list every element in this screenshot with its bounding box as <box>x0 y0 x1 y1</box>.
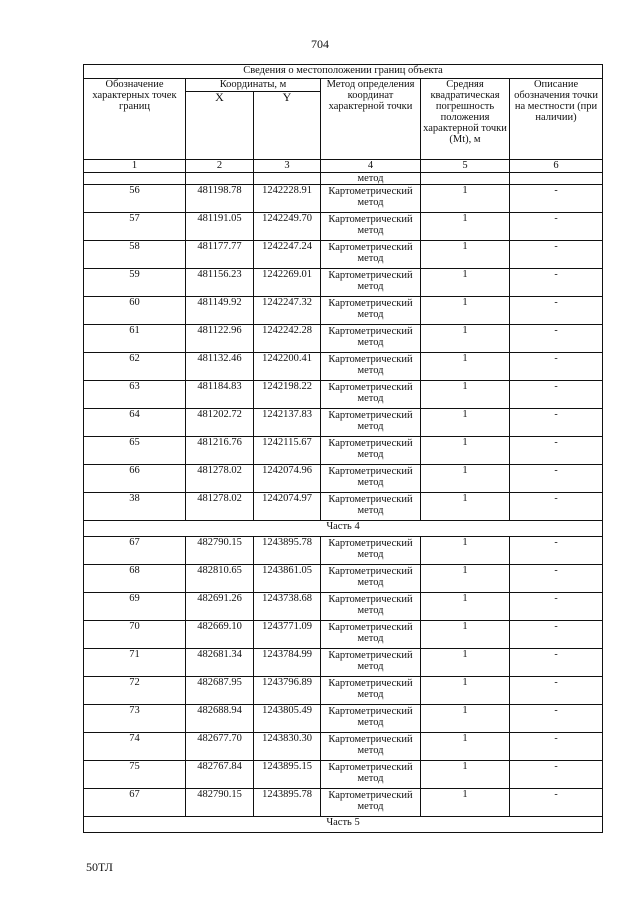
description-cell: - <box>510 621 603 649</box>
header-coordinates: Координаты, м <box>186 79 321 92</box>
method-cell: Картометрический метод <box>321 593 421 621</box>
error-value: 1 <box>421 705 510 733</box>
description-cell: - <box>510 409 603 437</box>
method-cell: Картометрический метод <box>321 381 421 409</box>
point-label: 58 <box>84 241 186 269</box>
method-cell: Картометрический метод <box>321 213 421 241</box>
coordinate-y: 1242137.83 <box>254 409 321 437</box>
method-cell: Картометрический метод <box>321 325 421 353</box>
table-row <box>84 621 603 649</box>
column-number: 3 <box>254 160 321 173</box>
description-cell: - <box>510 353 603 381</box>
description-cell: - <box>510 565 603 593</box>
coordinate-y: 1243895.15 <box>254 761 321 789</box>
table-row <box>84 565 603 593</box>
page-number: 704 <box>311 37 329 51</box>
coordinate-y: 1242198.22 <box>254 381 321 409</box>
error-value: 1 <box>421 409 510 437</box>
coordinate-y: 1243895.78 <box>254 789 321 817</box>
coordinate-y: 1242249.70 <box>254 213 321 241</box>
point-label: 62 <box>84 353 186 381</box>
error-value: 1 <box>421 465 510 493</box>
coordinate-y: 1243784.99 <box>254 649 321 677</box>
description-cell: - <box>510 733 603 761</box>
column-number: 5 <box>421 160 510 173</box>
method-cell: Картометрический метод <box>321 705 421 733</box>
description-cell: - <box>510 593 603 621</box>
coordinate-x: 482677.70 <box>186 733 254 761</box>
table-row <box>84 269 603 297</box>
coordinate-y: 1243738.68 <box>254 593 321 621</box>
coordinate-x: 482688.94 <box>186 705 254 733</box>
error-value: 1 <box>421 621 510 649</box>
table-row <box>84 409 603 437</box>
point-label: 73 <box>84 705 186 733</box>
coordinate-x: 482687.95 <box>186 677 254 705</box>
coordinate-x: 481177.77 <box>186 241 254 269</box>
column-number: 4 <box>321 160 421 173</box>
coordinate-y: 1243805.49 <box>254 705 321 733</box>
point-label: 70 <box>84 621 186 649</box>
point-label: 74 <box>84 733 186 761</box>
coordinate-x: 482691.26 <box>186 593 254 621</box>
header-y: Y <box>254 92 321 160</box>
header-method: Метод определения координат характерной точки <box>321 79 421 160</box>
method-cell: Картометрический метод <box>321 465 421 493</box>
description-cell: - <box>510 241 603 269</box>
point-label: 57 <box>84 213 186 241</box>
table-row <box>84 705 603 733</box>
error-value: 1 <box>421 213 510 241</box>
error-value: 1 <box>421 789 510 817</box>
coordinate-x: 481278.02 <box>186 493 254 521</box>
error-value: 1 <box>421 593 510 621</box>
coordinate-y: 1242074.97 <box>254 493 321 521</box>
method-cell: Картометрический метод <box>321 733 421 761</box>
column-number: 6 <box>510 160 603 173</box>
method-cell: Картометрический метод <box>321 269 421 297</box>
point-label: 56 <box>84 185 186 213</box>
point-label: 75 <box>84 761 186 789</box>
table-row <box>84 241 603 269</box>
point-label: 61 <box>84 325 186 353</box>
method-cell: Картометрический метод <box>321 565 421 593</box>
method-cell: Картометрический метод <box>321 649 421 677</box>
method-cell: Картометрический метод <box>321 537 421 565</box>
point-label: 59 <box>84 269 186 297</box>
description-cell: - <box>510 789 603 817</box>
description-cell: - <box>510 185 603 213</box>
table-row <box>84 185 603 213</box>
table-row <box>84 493 603 521</box>
coordinate-x: 482790.15 <box>186 789 254 817</box>
description-cell: - <box>510 297 603 325</box>
section-heading: Часть 4 <box>84 521 603 537</box>
table-row <box>84 677 603 705</box>
point-label: 38 <box>84 493 186 521</box>
description-cell: - <box>510 677 603 705</box>
coordinate-x: 481216.76 <box>186 437 254 465</box>
coordinate-y: 1242242.28 <box>254 325 321 353</box>
coordinate-x: 482669.10 <box>186 621 254 649</box>
point-label: 63 <box>84 381 186 409</box>
error-value: 1 <box>421 493 510 521</box>
table-row <box>84 789 603 817</box>
method-cell: Картометрический метод <box>321 621 421 649</box>
description-cell: - <box>510 493 603 521</box>
error-value: 1 <box>421 353 510 381</box>
method-cell: Картометрический метод <box>321 353 421 381</box>
point-label: 60 <box>84 297 186 325</box>
description-cell: - <box>510 213 603 241</box>
error-value: 1 <box>421 297 510 325</box>
method-cell: Картометрический метод <box>321 789 421 817</box>
point-label: 64 <box>84 409 186 437</box>
table-row <box>84 213 603 241</box>
method-cell: Картометрический метод <box>321 437 421 465</box>
point-label: 65 <box>84 437 186 465</box>
table-title: Сведения о местоположении границ объекта <box>84 65 603 79</box>
method-cell: Картометрический метод <box>321 297 421 325</box>
error-value: 1 <box>421 241 510 269</box>
description-cell: - <box>510 437 603 465</box>
point-label: 68 <box>84 565 186 593</box>
coordinate-x: 481202.72 <box>186 409 254 437</box>
coordinate-x: 482790.15 <box>186 537 254 565</box>
error-value: 1 <box>421 677 510 705</box>
description-cell: - <box>510 465 603 493</box>
table-row <box>84 733 603 761</box>
error-value: 1 <box>421 437 510 465</box>
coordinate-y: 1243861.05 <box>254 565 321 593</box>
coordinate-y: 1243895.78 <box>254 537 321 565</box>
error-value: 1 <box>421 381 510 409</box>
column-number: 1 <box>84 160 186 173</box>
table-row <box>84 465 603 493</box>
header-x: X <box>186 92 254 160</box>
description-cell: - <box>510 649 603 677</box>
coordinate-x: 481278.02 <box>186 465 254 493</box>
table-row <box>84 353 603 381</box>
error-value: 1 <box>421 761 510 789</box>
coordinate-x: 482767.84 <box>186 761 254 789</box>
method-cell: Картометрический метод <box>321 677 421 705</box>
description-cell: - <box>510 269 603 297</box>
table-row <box>84 593 603 621</box>
description-cell: - <box>510 537 603 565</box>
footer-mark: 50ТЛ <box>86 860 113 874</box>
coordinate-x: 481191.05 <box>186 213 254 241</box>
point-label: 67 <box>84 537 186 565</box>
description-cell: - <box>510 325 603 353</box>
continuation-text: метод <box>321 173 421 185</box>
table-row <box>84 381 603 409</box>
coordinate-y: 1242115.67 <box>254 437 321 465</box>
coordinate-x: 481149.92 <box>186 297 254 325</box>
coordinate-y: 1242200.41 <box>254 353 321 381</box>
description-cell: - <box>510 761 603 789</box>
coordinate-y: 1242074.96 <box>254 465 321 493</box>
coordinate-y: 1243830.30 <box>254 733 321 761</box>
coordinate-x: 481184.83 <box>186 381 254 409</box>
method-cell: Картометрический метод <box>321 493 421 521</box>
column-number: 2 <box>186 160 254 173</box>
error-value: 1 <box>421 649 510 677</box>
boundary-points-table <box>83 64 603 833</box>
error-value: 1 <box>421 269 510 297</box>
section-heading: Часть 5 <box>84 817 603 833</box>
method-cell: Картометрический метод <box>321 185 421 213</box>
header-description: Описание обозначения точки на местности (при наличии) <box>510 79 603 160</box>
error-value: 1 <box>421 537 510 565</box>
table-row <box>84 437 603 465</box>
coordinate-x: 481156.23 <box>186 269 254 297</box>
coordinate-x: 481198.78 <box>186 185 254 213</box>
point-label: 71 <box>84 649 186 677</box>
header-designation: Обозначение характерных точек границ <box>84 79 186 160</box>
coordinate-x: 482681.34 <box>186 649 254 677</box>
error-value: 1 <box>421 733 510 761</box>
coordinate-y: 1242247.24 <box>254 241 321 269</box>
error-value: 1 <box>421 565 510 593</box>
method-cell: Картометрический метод <box>321 409 421 437</box>
coordinate-x: 481132.46 <box>186 353 254 381</box>
description-cell: - <box>510 381 603 409</box>
error-value: 1 <box>421 325 510 353</box>
coordinate-y: 1242269.01 <box>254 269 321 297</box>
method-cell: Картометрический метод <box>321 761 421 789</box>
method-cell: Картометрический метод <box>321 241 421 269</box>
point-label: 66 <box>84 465 186 493</box>
coordinate-x: 481122.96 <box>186 325 254 353</box>
table-row <box>84 325 603 353</box>
table-row <box>84 761 603 789</box>
description-cell: - <box>510 705 603 733</box>
table-row <box>84 297 603 325</box>
error-value: 1 <box>421 185 510 213</box>
header-error: Средняя квадратическая погрешность положения характерной точки (Mt), м <box>421 79 510 160</box>
coordinate-y: 1243771.09 <box>254 621 321 649</box>
coordinate-y: 1242247.32 <box>254 297 321 325</box>
table-row <box>84 649 603 677</box>
coordinate-x: 482810.65 <box>186 565 254 593</box>
coordinate-y: 1243796.89 <box>254 677 321 705</box>
coordinate-y: 1242228.91 <box>254 185 321 213</box>
point-label: 67 <box>84 789 186 817</box>
point-label: 72 <box>84 677 186 705</box>
table-row <box>84 537 603 565</box>
point-label: 69 <box>84 593 186 621</box>
